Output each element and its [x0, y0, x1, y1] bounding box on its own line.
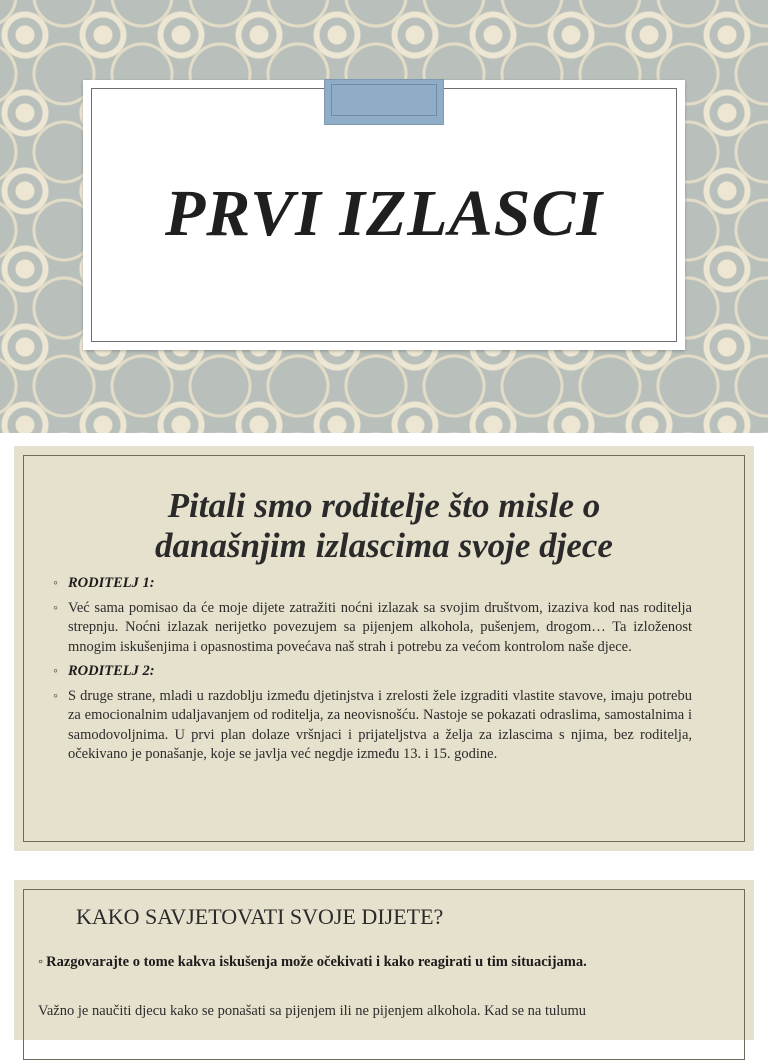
slide-heading-line2: današnjim izlascima svoje djece	[155, 526, 613, 565]
bold-bullet	[38, 954, 587, 971]
bullet-text-parent-2: ◦ S druge strane, mladi u razdoblju između djetinjstva i zrelosti žele izgraditi vlastite stavove, imaju potrebu za emocionalnim udaljavanjem od roditelja, za neovisnošću. Nastoje se pokazati odraslima, samostalnima i samodovoljnima. U prvi plan dolaze vršnjaci i prijateljstva a želja za izlascima s njima, bez roditelja, očekivano je ponašanje, koje se javlja već negdje između 13. i 15. godine.	[52, 687, 692, 765]
slide-border	[23, 455, 745, 842]
slide-title: PRVI IZLASCI	[164, 177, 604, 250]
bullet-label-parent-1: ◦ RODITELJ 1:	[52, 574, 692, 594]
title-slide	[0, 0, 768, 433]
bullet-list	[52, 574, 692, 770]
parents-opinion-slide	[14, 446, 754, 851]
advice-slide	[14, 880, 754, 1040]
bullet-label-parent-2: ◦ RODITELJ 2:	[52, 662, 692, 682]
slide-heading-line1: Pitali smo roditelje što misle o	[167, 486, 601, 525]
title-card	[83, 80, 685, 350]
slide-heading	[44, 486, 724, 566]
bullet-text-parent-1: ◦ Već sama pomisao da će moje dijete zatražiti noćni izlazak sa svojim društvom, izaziva kod nas roditelja strepnju. Noćni izlazak nerijetko povezujem sa pijenjem alkohola, pušenjem, drogom… Ta izloženost mnogim iskušenjima i opasnostima povećava naš strah i potrebu za većom kontrolom naše djece.	[52, 599, 692, 658]
accent-tab	[324, 79, 444, 125]
body-paragraph: Važno je naučiti djecu kako se ponašati sa pijenjem ili ne pijenjem alkohola. Kad se na tulumu	[38, 1003, 587, 1019]
slide-heading: KAKO SAVJETOVATI SVOJE DIJETE?	[76, 904, 444, 929]
bold-bullet-text: Razgovarajte o tome kakva iskušenja može očekivati i kako reagirati u tim situacijama.	[46, 954, 587, 970]
slide-border	[23, 889, 745, 1060]
bullet-marker: ◦	[38, 954, 44, 970]
